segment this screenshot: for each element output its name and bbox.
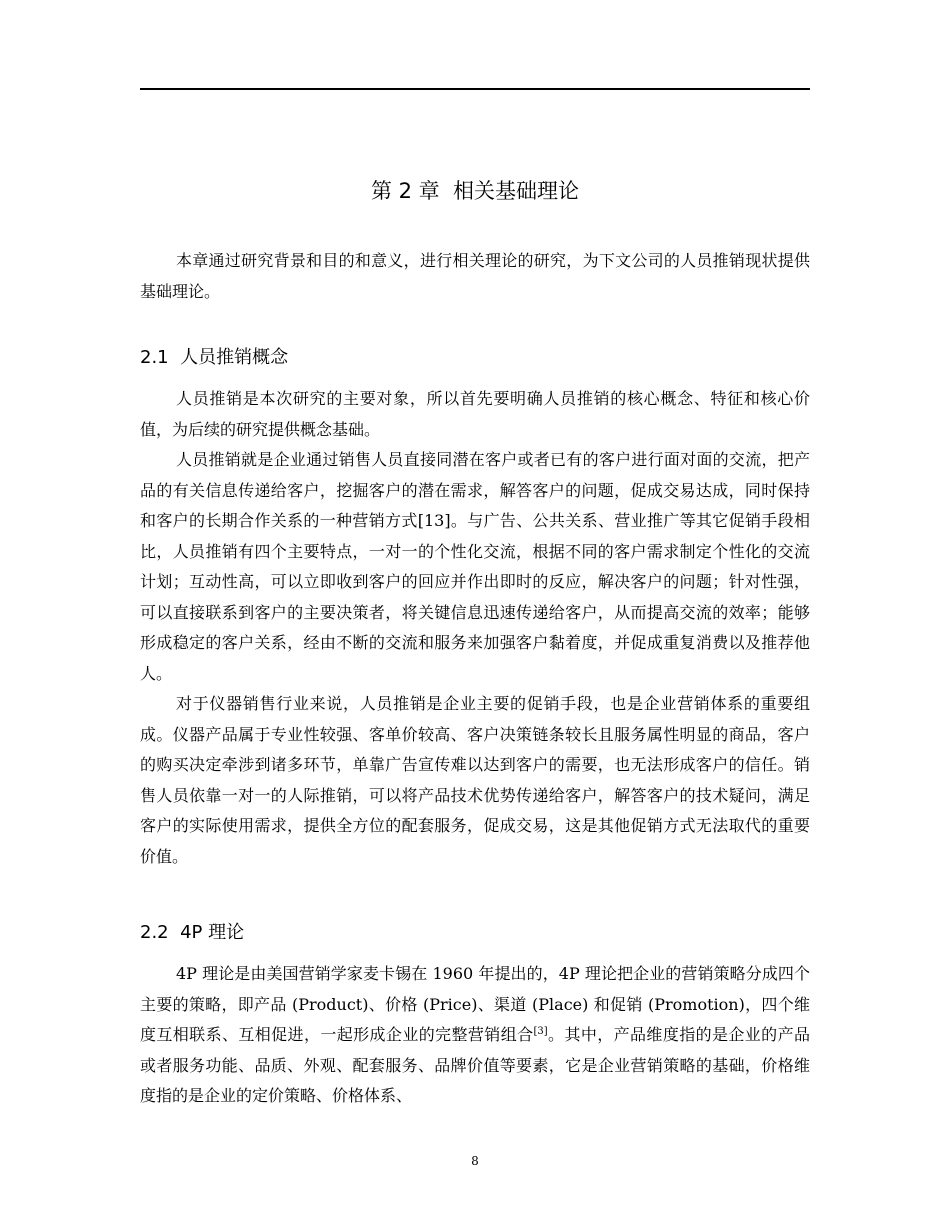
section-heading-2-2 <box>140 920 810 946</box>
section-number: 2.2 <box>140 922 169 943</box>
section-title: 人员推销概念 <box>180 347 289 368</box>
page-number: 8 <box>471 1154 479 1168</box>
intro-paragraph: 本章通过研究背景和目的和意义，进行相关理论的研究，为下文公司的人员推销现状提供基础理论。 <box>140 251 810 301</box>
section-heading-2-1 <box>140 345 810 371</box>
section-number: 2.1 <box>140 347 169 368</box>
body-paragraph: 人员推销就是企业通过销售人员直接同潜在客户或者已有的客户进行面对面的交流，把产品的有关信息传递给客户，挖掘客户的潜在需求，解答客户的问题，促成交易达成，同时保持和客户的长期合作关系的一种营销方式[13]。与广告、公共关系、营业推广等其它促销手段相比，人员推销有四个主要特点，一对一的个性化交流，根据不同的客户需求制定个性化的交流计划；互动性高，可以立即收到客户的回应并作出即时的反应，解决客户的问题；针对性强，可以直接联系到客户的主要决策者，将关键信息迅速传递给客户，从而提高交流的效率；能够形成稳定的客户关系，经由不断的交流和服务来加强客户黏着度，并促成重复消费以及推荐他人。 <box>140 450 810 683</box>
body-paragraph: 人员推销是本次研究的主要对象，所以首先要明确人员推销的核心概念、特征和核心价值，为后续的研究提供概念基础。 <box>140 389 810 439</box>
chapter-label: 第 2 章 <box>370 179 440 203</box>
body-paragraph-4p <box>140 959 810 1112</box>
chapter-title <box>140 176 810 206</box>
paragraph-text-continued: 。其中，产品维度指的是企业的产品或者服务功能、品质、外观、配套服务、品牌价值等要素，它是企业营销策略的基础，价格维度指的是企业的定价策略、价格体系、 <box>140 1025 810 1105</box>
body-paragraph: 对于仪器销售行业来说，人员推销是企业主要的促销手段，也是企业营销体系的重要组成。仪器产品属于专业性较强、客单价较高、客户决策链条较长且服务属性明显的商品，客户的购买决定牵涉到诸多环节，单靠广告宣传难以达到客户的需要，也无法形成客户的信任。销售人员依靠一对一的人际推销，可以将产品技术优势传递给客户，解答客户的技术疑问，满足客户的实际使用需求，提供全方位的配套服务，促成交易，这是其他促销方式无法取代的重要价值。 <box>140 694 810 866</box>
section-title: 4P 理论 <box>180 922 245 943</box>
chapter-title-text: 相关基础理论 <box>453 179 580 203</box>
citation-reference: [3] <box>533 1026 548 1037</box>
paragraph-text: 4P 理论是由美国营销学家麦卡锡在 1960 年提出的，4P 理论把企业的营销策略分成四个主要的策略，即产品 (Product)、价格 (Price)、渠道 (Place) 和促销 (Promotion)，四个维度互相联系、互相促进，一起形成企业的完整营销组合 <box>140 964 810 1044</box>
header-rule <box>140 88 810 90</box>
